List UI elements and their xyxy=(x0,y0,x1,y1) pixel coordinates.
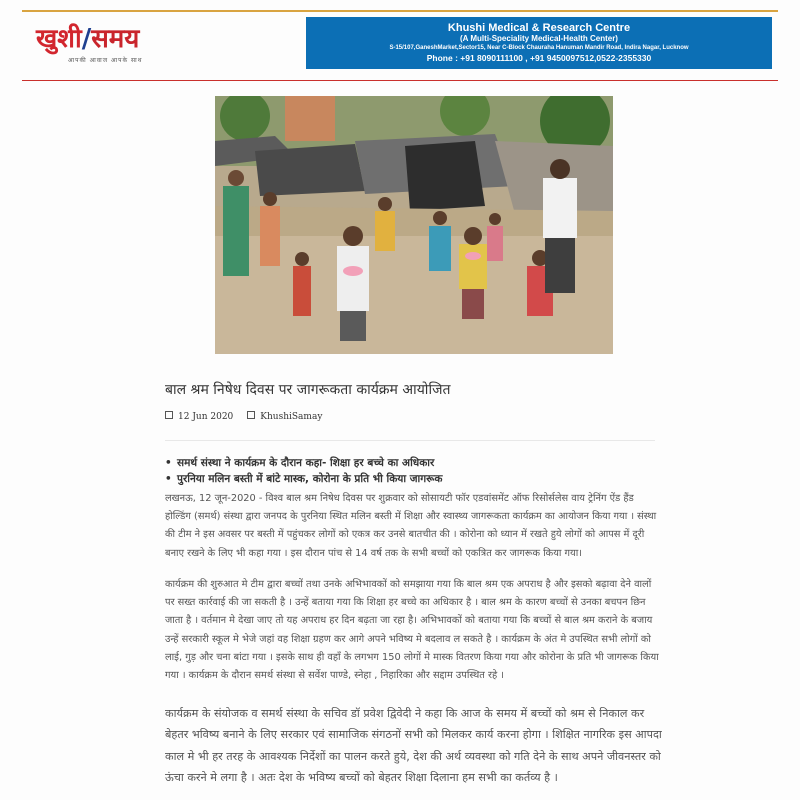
highlight-text: समर्थ संस्था ने कार्यक्रम के दौरान कहा- शिक्षा हर बच्चे का अधिकार xyxy=(177,457,435,469)
logo-text-samay: समय xyxy=(91,24,140,54)
site-logo[interactable] xyxy=(36,16,186,76)
article-paragraph-1: लखनऊ, 12 जून-2020 - विश्व बाल श्रम निषेध दिवस पर शुक्रवार को सोसायटी फॉर एडवांसमेंट ऑफ रिसोर्सलेस वाय ट्रेनिंग ऐंड हैंड होल्डिंग (समर्थ) संस्था द्वारा जनपद के पुरनिया स्थित मलिन बस्ती में शिक्षा और स्वास्थ्य जागरूकता कार्यक्रम का आयोजन किया गया । संस्था की टीम ने इस अवसर पर बस्ती में पहुंचकर लोगों को एकत्र कर उनसे बातचीत की । कोरोना को ध्यान में रखते हुये लोगों को आपस में दूरी बनाए रखने के लिए भी कहा गया । इस दौरान पांच से 14 वर्ष तक के सभी बच्चों को एकत्रित कर जागरूक किया गया। xyxy=(165,493,657,559)
article-author[interactable]: KhushiSamay xyxy=(260,412,323,422)
logo-wordmark xyxy=(36,24,186,54)
highlight-item: • समर्थ संस्था ने कार्यक्रम के दौरान कहा- शिक्षा हर बच्चे का अधिकार xyxy=(165,457,435,469)
user-icon xyxy=(247,411,255,419)
logo-pen-mark: / xyxy=(81,24,92,54)
highlights-list xyxy=(165,455,442,487)
advertisement-banner[interactable] xyxy=(306,17,772,69)
article-date: 12 Jun 2020 xyxy=(178,412,234,422)
highlight-item: • पुरनिया मलिन बस्ती में बांटे मास्क, कोरोना के प्रति भी किया जागरूक xyxy=(165,473,443,485)
header-divider xyxy=(22,80,778,81)
calendar-icon xyxy=(165,411,173,419)
article-paragraph-3: कार्यक्रम के संयोजक व समर्थ संस्था के सचिव डॉ प्रवेश द्विवेदी ने कहा कि आज के समय में बच्चों को श्रम से निकाल कर बेहतर भविष्य बनाने के लिए सरकार एवं सामाजिक संगठनों सभी को मिलकर कार्य करना होगा । शिक्षित नागरिक इस आपदा काल मे भी हर तरह के आवश्यक निर्देशों का पालन करते हुये, देश की अर्थ व्यवस्था को गति देने के साथ अपने जीवनस्तर को ऊंचा करने मे लगा है । अतः देश के भविष्य बच्चों को बेहतर शिक्षा दिलाना हम सभी का कर्तव्य है । xyxy=(165,707,662,784)
banner-subtitle: (A Multi-Speciality Medical-Health Center) xyxy=(460,34,618,43)
article-photo xyxy=(215,96,613,354)
logo-text-khushi: खुशी xyxy=(36,24,82,54)
logo-tagline: आपकी आवाज आपके साथ xyxy=(68,57,143,64)
top-rule xyxy=(22,10,778,12)
banner-address: S-15/107,GaneshMarket,Sector15, Near C-Block Chauraha Hanuman Mandir Road, Indira Nagar, Lucknow xyxy=(389,45,689,51)
highlight-text: पुरनिया मलिन बस्ती में बांटे मास्क, कोरोना के प्रति भी किया जागरूक xyxy=(177,473,443,485)
article-meta xyxy=(165,411,322,422)
meta-divider xyxy=(165,440,655,441)
banner-phone: Phone : +91 8090111100 , +91 9450097512,0522-2355330 xyxy=(426,53,652,63)
article-paragraph-2: कार्यक्रम की शुरुआत मे टीम द्वारा बच्चों तथा उनके अभिभावकों को समझाया गया कि बाल श्रम एक अपराध है और इसको बढ़ावा देने वालों पर सख्त कार्रवाई की जा सकती है । उन्हें बताया गया कि शिक्षा हर बच्चे का अधिकार है । बाल श्रम के कारण बच्चों से उनका बचपन छिन जाता है । वर्तमान मे देखा जाए तो यह अपराध हर दिन बढ़ता जा रहा है। अभिभावकों को बताया गया कि बच्चों से बाल श्रम कराने के बजाय उन्हें सरकारी स्कूल मे भेजे जहां वह शिक्षा ग्रहण कर आगे अपने भविष्य मे बदलाव ल सकते है । कार्यक्रम के अंत मे उपस्थित सभी लोगों को लाई, गुड़ और चना बांटा गया । इसके साथ ही वहाँ के लगभग 150 लोगों मे मास्क वितरण किया गया और कोरोना के प्रति भी जागरूक किया गया । कार्यक्रम के दौरान समर्थ संस्था से सर्वेश पाण्डे, स्नेहा , निहारिका और सद्दाम उपस्थित रहे । xyxy=(165,579,659,682)
article-title: बाल श्रम निषेध दिवस पर जागरूकता कार्यक्रम आयोजित xyxy=(165,382,451,398)
children-with-masks-photo xyxy=(215,96,613,354)
banner-title: Khushi Medical & Research Centre xyxy=(447,22,631,34)
